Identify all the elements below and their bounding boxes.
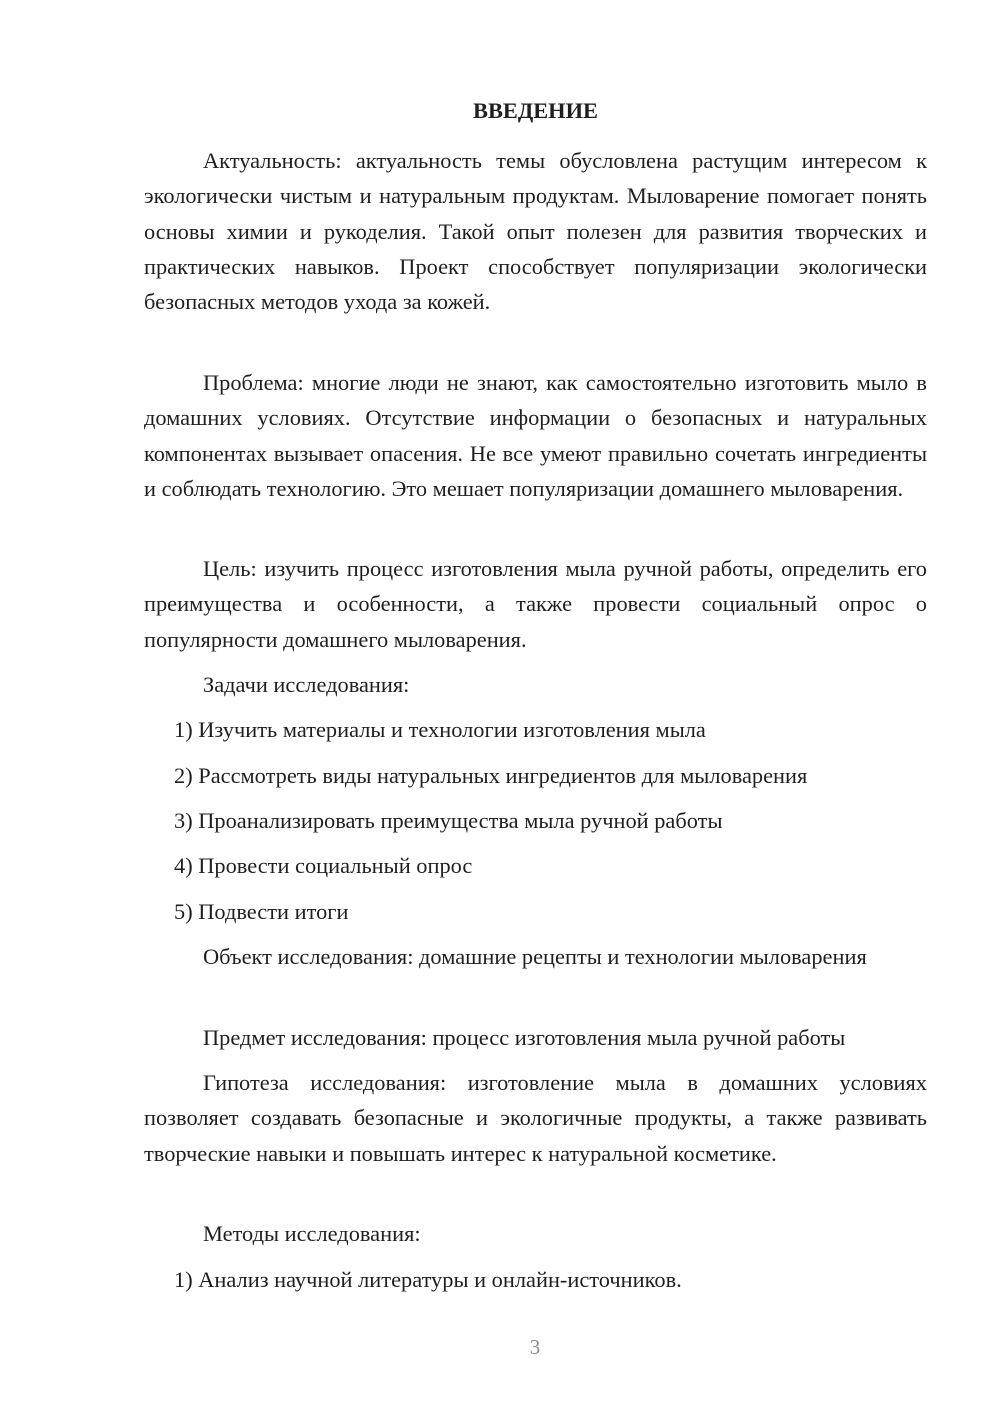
- goal-paragraph: Цель: изучить процесс изготовления мыла ручной работы, определить его преимущества и особенности, а также провести социальный опрос о популярности домашнего мыловарения.: [144, 556, 927, 652]
- task-item: 3) Проанализировать преимущества мыла ручной работы: [174, 808, 723, 833]
- task-item: 1) Изучить материалы и технологии изготовления мыла: [174, 717, 706, 742]
- task-item: 2) Рассмотреть виды натуральных ингредиентов для мыловарения: [174, 763, 808, 788]
- problem-paragraph: Проблема: многие люди не знают, как самостоятельно изготовить мыло в домашних условиях. Отсутствие информации о безопасных и натуральных компонентах вызывает опасения. Не все умеют правильно сочетать ингредиенты и соблюдать технологию. Это мешает популяризации домашнего мыловарения.: [144, 370, 927, 501]
- section-title: ВВЕДЕНИЕ: [473, 98, 598, 123]
- hypothesis-paragraph: Гипотеза исследования: изготовление мыла в домашних условиях позволяет создавать безопасные и экологичные продукты, а также развивать творческие навыки и повышать интерес к натуральной косметике.: [144, 1070, 927, 1166]
- relevance-paragraph: Актуальность: актуальность темы обусловлена растущим интересом к экологически чистым и натуральным продуктам. Мыловарение помогает понять основы химии и рукоделия. Такой опыт полезен для развития творческих и практических навыков. Проект способствует популяризации экологически безопасных методов ухода за кожей.: [144, 148, 927, 315]
- task-item: 5) Подвести итоги: [174, 899, 349, 924]
- subject-paragraph: Предмет исследования: процесс изготовления мыла ручной работы: [203, 1025, 846, 1050]
- tasks-heading: Задачи исследования:: [203, 672, 410, 697]
- object-paragraph: Объект исследования: домашние рецепты и технологии мыловарения: [203, 944, 867, 969]
- task-item: 4) Провести социальный опрос: [174, 853, 473, 878]
- method-item: 1) Анализ научной литературы и онлайн-источников.: [174, 1267, 682, 1292]
- page-number: 3: [529, 1335, 541, 1359]
- methods-heading: Методы исследования:: [203, 1221, 421, 1246]
